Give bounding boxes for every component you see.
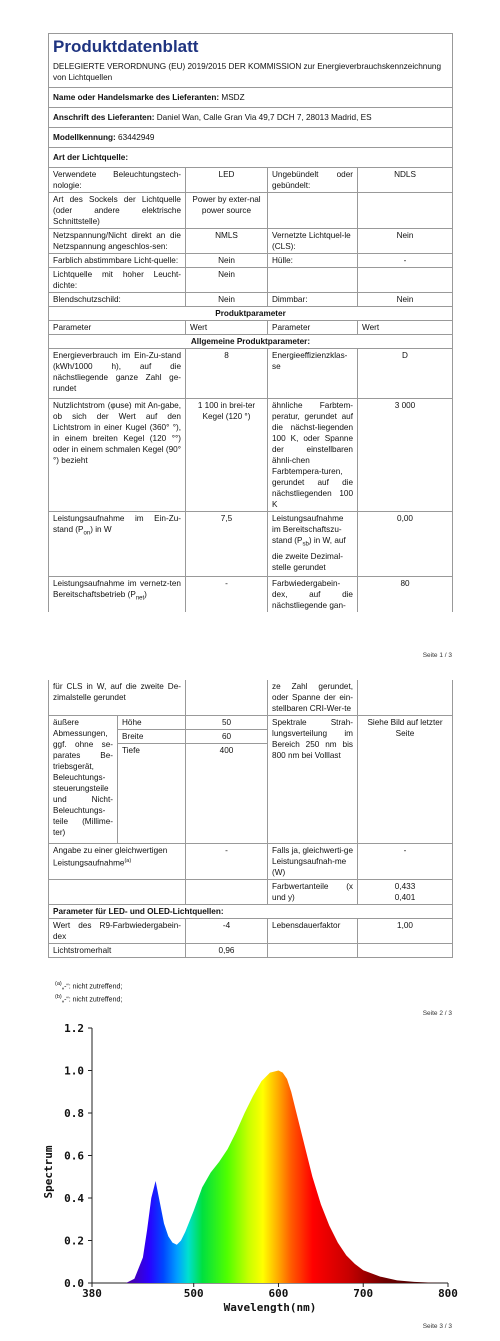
product-parameters-header: Produktparameter <box>49 307 453 321</box>
standby-power-label: Leistungsaufnahme im Bereitschaftszu-stand $(P_{sb})$ in W, auf die zweite Dezimal-stelle gerundet <box>268 512 358 577</box>
page-3 <box>0 1020 500 1341</box>
cls-value: Nein <box>358 229 453 254</box>
lumen-maintenance-value: 0,96 <box>186 944 268 958</box>
cap-type-label: Art des Sockels der Lichtquelle (oder andere elektrische Schnittstelle) <box>49 193 186 229</box>
y-tick-label: 0.4 <box>64 1192 84 1205</box>
page-title: Produktdatenblatt <box>53 37 199 56</box>
y-tick-label: 1.0 <box>64 1064 84 1078</box>
page-number-2: Seite 2 / 3 <box>422 1010 452 1017</box>
survival-factor-label: Lebensdauerfaktor <box>268 919 358 944</box>
model-label: Modellkennung: <box>53 133 116 142</box>
energy-consumption-label: Energieverbrauch im Ein-Zu-stand (kWh/1000 h), auf die nächstliegende ganze Zahl ge-rundet <box>49 349 186 399</box>
x-tick-label: 380 <box>82 1287 102 1300</box>
chromaticity-value: 0,433 0,401 <box>358 880 453 905</box>
light-source-type-header: Art der Lichtquelle: <box>49 148 453 168</box>
height-value: 50 <box>186 716 268 730</box>
mains-value: NMLS <box>186 229 268 254</box>
technology-value: LED <box>186 168 268 193</box>
dimmable-value: Nein <box>358 293 453 307</box>
footnote-a: $^{(a)}$„-“: nicht zutreffend; <box>55 981 123 991</box>
model-value: 63442949 <box>118 133 155 142</box>
page-2 <box>0 668 500 1020</box>
color-tunable-value: Nein <box>186 254 268 268</box>
technology-label: Verwendete Beleuchtungstech-nologie: <box>49 168 186 193</box>
lumen-maintenance-label: Lichtstromerhalt <box>49 944 186 958</box>
width-value: 60 <box>186 730 268 744</box>
dimensions-label: äußere Abmessungen, ggf. ohne se-parates Be-triebsgerät, Beleuchtungs-steuerungsteile und Nicht-Beleuchtungs-teile (Millime-ter) <box>49 716 118 844</box>
networked-standby-label: Leistungsaufnahme im vernetz-ten Bereitschaftsbetrieb $(P_{net})$ <box>49 576 186 612</box>
y-tick-label: 0.2 <box>64 1234 84 1248</box>
networked-standby-label-cont: für CLS in W, auf die zweite De-zimalstelle gerundet <box>49 680 186 716</box>
anti-glare-value: Nein <box>186 293 268 307</box>
y-tick-label: 0.6 <box>64 1149 84 1163</box>
r9-value: -4 <box>186 919 268 944</box>
column-header-value: Wert <box>186 321 268 335</box>
directional-label: Ungebündelt oder gebündelt: <box>268 168 358 193</box>
page-number-1: Seite 1 / 3 <box>422 652 452 659</box>
x-tick-label: 600 <box>268 1287 289 1300</box>
datasheet-table-page-2 <box>48 680 453 958</box>
dimmable-label: Dimmbar: <box>268 293 358 307</box>
energy-consumption-value: 8 <box>186 349 268 399</box>
equivalent-power-label: Angabe zu einer gleichwertigen Leistungsaufnahme$^{(a)}$ <box>49 844 186 880</box>
cri-value: 80 <box>358 576 453 612</box>
x-axis-label: Wavelength(nm) <box>223 1301 317 1314</box>
supplier-address-label: Anschrift des Lieferanten: <box>53 113 155 122</box>
mains-label: Netzspannung/Nicht direkt an die Netzspannung angeschlos-sen: <box>49 229 186 254</box>
r9-label: Wert des R9-Farbwiedergabein-dex <box>49 919 186 944</box>
footnote-b: $^{(b)}$„-“: nicht zutreffend; <box>55 994 123 1004</box>
x-tick-label: 500 <box>183 1287 204 1300</box>
x-tick-label: 800 <box>438 1287 458 1300</box>
led-parameters-header: Parameter für LED- und OLED-Lichtquellen: <box>49 905 453 919</box>
column-header-parameter: Parameter <box>49 321 186 335</box>
page-number-3: Seite 3 / 3 <box>422 1323 452 1330</box>
spectrum-chart <box>0 1020 500 1341</box>
datasheet-table-page-1 <box>48 33 453 612</box>
spectral-distribution-label: Spektrale Strah-lungsverteilung im Bereich 250 nm bis 800 nm bei Volllast <box>268 716 358 844</box>
y-axis-label: Spectrum <box>42 1145 55 1199</box>
column-header-parameter-2: Parameter <box>268 321 358 335</box>
cri-label-cont: ze Zahl gerundet, oder Spanne der ein-stellbaren CRI-Wer-te <box>268 680 358 716</box>
cct-value: 3 000 <box>358 399 453 512</box>
high-luminance-value: Nein <box>186 268 268 293</box>
depth-value: 400 <box>186 744 268 844</box>
y-tick-label: 0.8 <box>64 1107 84 1120</box>
page-1 <box>0 0 500 668</box>
directional-value: NDLS <box>358 168 453 193</box>
standby-power-value: 0,00 <box>358 512 453 577</box>
color-tunable-label: Farblich abstimmbare Licht-quelle: <box>49 254 186 268</box>
cap-type-value: Power by exter-nal power source <box>186 193 268 229</box>
envelope-value: - <box>358 254 453 268</box>
anti-glare-label: Blendschutzschild: <box>49 293 186 307</box>
column-header-value-2: Wert <box>358 321 453 335</box>
supplier-name-label: Name oder Handelsmarke des Lieferanten: <box>53 93 220 102</box>
y-tick-label: 1.2 <box>64 1022 84 1035</box>
chromaticity-label: Farbwertanteile (x und y) <box>268 880 358 905</box>
cls-label: Vernetzte Lichtquel-le (CLS): <box>268 229 358 254</box>
cri-label: Farbwiedergabein-dex, auf die nächstliegende gan- <box>268 576 358 612</box>
height-label: Höhe <box>118 716 186 730</box>
survival-factor-value: 1,00 <box>358 919 453 944</box>
x-tick-label: 700 <box>353 1287 374 1300</box>
high-luminance-label: Lichtquelle mit hoher Leucht-dichte: <box>49 268 186 293</box>
supplier-name-value: MSDZ <box>221 93 245 102</box>
networked-standby-value: - <box>186 576 268 612</box>
luminous-flux-value: 1 100 in brei-ter Kegel (120 °) <box>186 399 268 512</box>
y-tick-label: 0.0 <box>64 1277 84 1290</box>
general-parameters-header: Allgemeine Produktparameter: <box>49 335 453 349</box>
equivalent-power-watts-value: - <box>358 844 453 880</box>
luminous-flux-label: Nutzlichtstrom (φuse) mit An-gabe, ob sich der Wert auf den Lichtstrom in einer Kugel (360° °), in einem breiten Kegel (120 °°) oder in einem schmalen Kegel (90° °) bezieht <box>49 399 186 512</box>
on-mode-power-label: Leistungsaufnahme im Ein-Zu-stand $(P_{on})$ in W <box>49 512 186 577</box>
spectral-distribution-value: Siehe Bild auf letzter Seite <box>358 716 453 844</box>
cct-label: ähnliche Farbtem-peratur, gerundet auf die nächst-liegenden 100 K, oder Spanne der einstellbaren ähnli-chen Farbtempera-turen, gerundet auf die nächstliegenden 100 K <box>268 399 358 512</box>
energy-class-label: Energieeffizienzklas-se <box>268 349 358 399</box>
equivalent-power-watts-label: Falls ja, gleichwerti-ge Leistungsaufnah-me (W) <box>268 844 358 880</box>
equivalent-power-value: - <box>186 844 268 880</box>
depth-label: Tiefe <box>118 744 186 844</box>
spectrum-area <box>126 1071 448 1284</box>
envelope-label: Hülle: <box>268 254 358 268</box>
on-mode-power-value: 7,5 <box>186 512 268 577</box>
width-label: Breite <box>118 730 186 744</box>
regulation-text: DELEGIERTE VERORDNUNG (EU) 2019/2015 DER KOMMISSION zur Energieverbrauchskennzeichnung von Lichtquellen <box>53 62 441 82</box>
energy-class-value: D <box>358 349 453 399</box>
supplier-address-value: Daniel Wan, Calle Gran Via 49,7 DCH 7, 28013 Madrid, ES <box>156 113 372 122</box>
